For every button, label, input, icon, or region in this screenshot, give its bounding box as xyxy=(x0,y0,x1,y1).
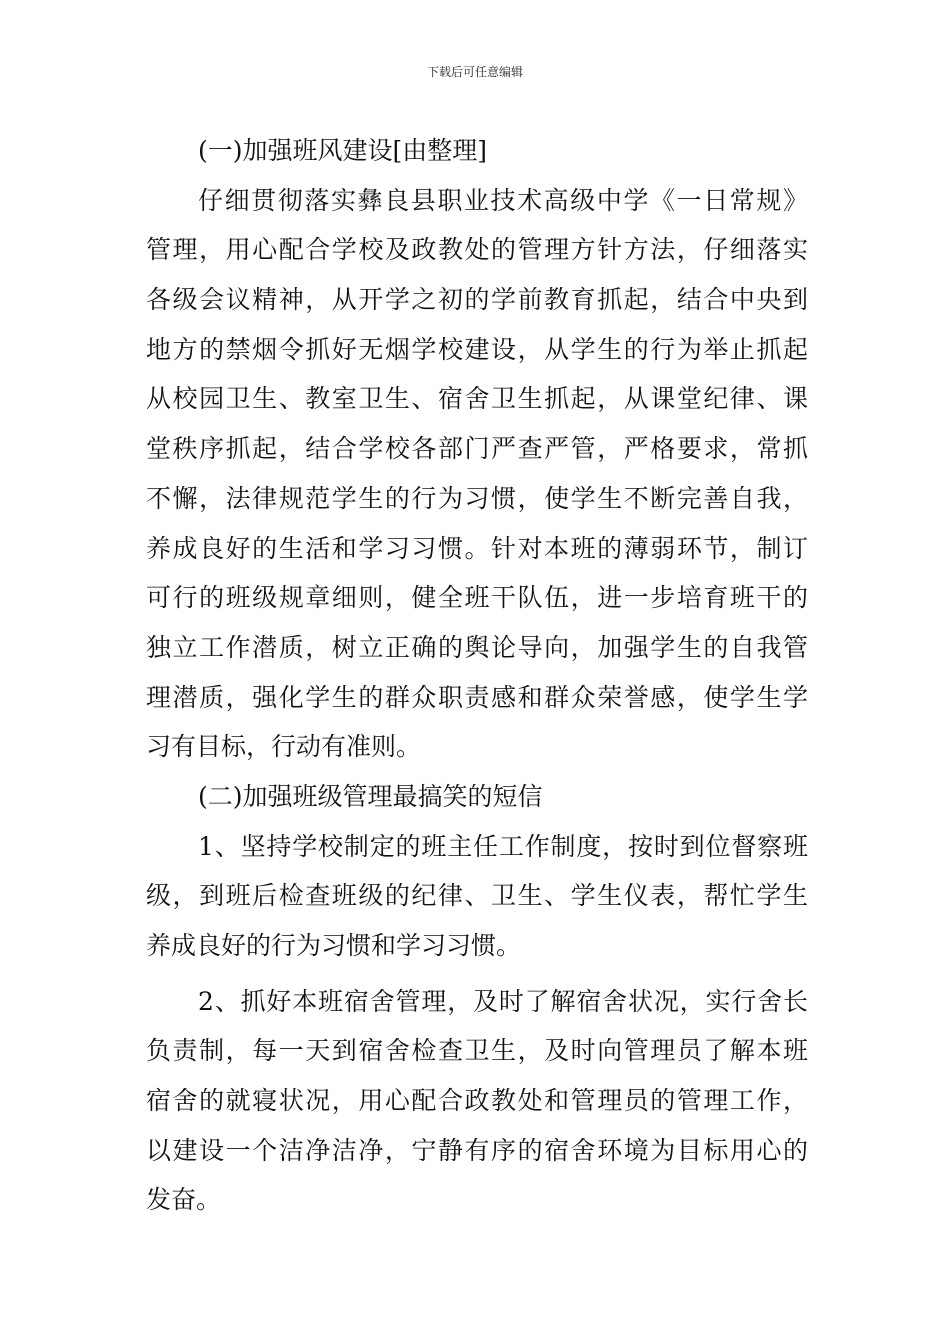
paragraph-line: 仔细贯彻落实彝良县职业技术高级中学《一日常规》 xyxy=(198,185,808,215)
paragraph-line: 2、抓好本班宿舍管理，及时了解宿舍状况，实行舍长 xyxy=(198,986,808,1016)
paragraph-line: 养成良好的生活和学习习惯。针对本班的薄弱环节，制订 xyxy=(146,533,808,563)
section-heading: (二)加强班级管理最搞笑的短信 xyxy=(198,781,543,811)
paragraph-line: 独立工作潜质，树立正确的舆论导向，加强学生的自我管 xyxy=(146,632,808,662)
paragraph xyxy=(146,822,808,971)
paragraph-line: 从校园卫生、教室卫生、宿舍卫生抓起，从课堂纪律、课 xyxy=(146,384,808,414)
paragraph xyxy=(146,176,808,772)
paragraph-line: 各级会议精神，从开学之初的学前教育抓起，结合中央到 xyxy=(146,285,808,315)
paragraph-line: 理潜质，强化学生的群众职责感和群众荣誉感，使学生学 xyxy=(146,682,808,712)
paragraph-line: 管理，用心配合学校及政教处的管理方针方法，仔细落实 xyxy=(146,235,808,265)
section-heading: (一)加强班风建设[由整理] xyxy=(198,136,488,165)
paragraph-line: 负责制，每一天到宿舍检查卫生，及时向管理员了解本班 xyxy=(146,1036,808,1066)
paragraph-line: 养成良好的行为习惯和学习习惯。 xyxy=(146,931,522,960)
paragraph-line: 发奋。 xyxy=(146,1185,222,1215)
paragraph-line: 地方的禁烟令抓好无烟学校建设，从学生的行为举止抓起 xyxy=(146,334,808,364)
paragraph-line: 堂秩序抓起，结合学校各部门严查严管，严格要求，常抓 xyxy=(146,434,808,464)
paragraph-line: 级，到班后检查班级的纪律、卫生、学生仪表，帮忙学生 xyxy=(146,881,808,911)
page-header: 下载后可任意编辑 xyxy=(426,65,523,79)
paragraph-line: 宿舍的就寝状况，用心配合政教处和管理员的管理工作， xyxy=(146,1086,808,1116)
paragraph-line: 不懈，法律规范学生的行为习惯，使学生不断完善自我， xyxy=(146,483,808,513)
paragraph-line: 习有目标，行动有准则。 xyxy=(146,732,422,762)
paragraph-line: 以建设一个洁净洁净，宁静有序的宿舍环境为目标用心的 xyxy=(146,1135,808,1165)
document-body xyxy=(146,126,808,1225)
paragraph xyxy=(146,977,808,1225)
paragraph-line: 可行的班级规章细则，健全班干队伍，进一步培育班干的 xyxy=(146,583,808,613)
paragraph-line: 1、坚持学校制定的班主任工作制度，按时到位督察班 xyxy=(198,831,808,861)
